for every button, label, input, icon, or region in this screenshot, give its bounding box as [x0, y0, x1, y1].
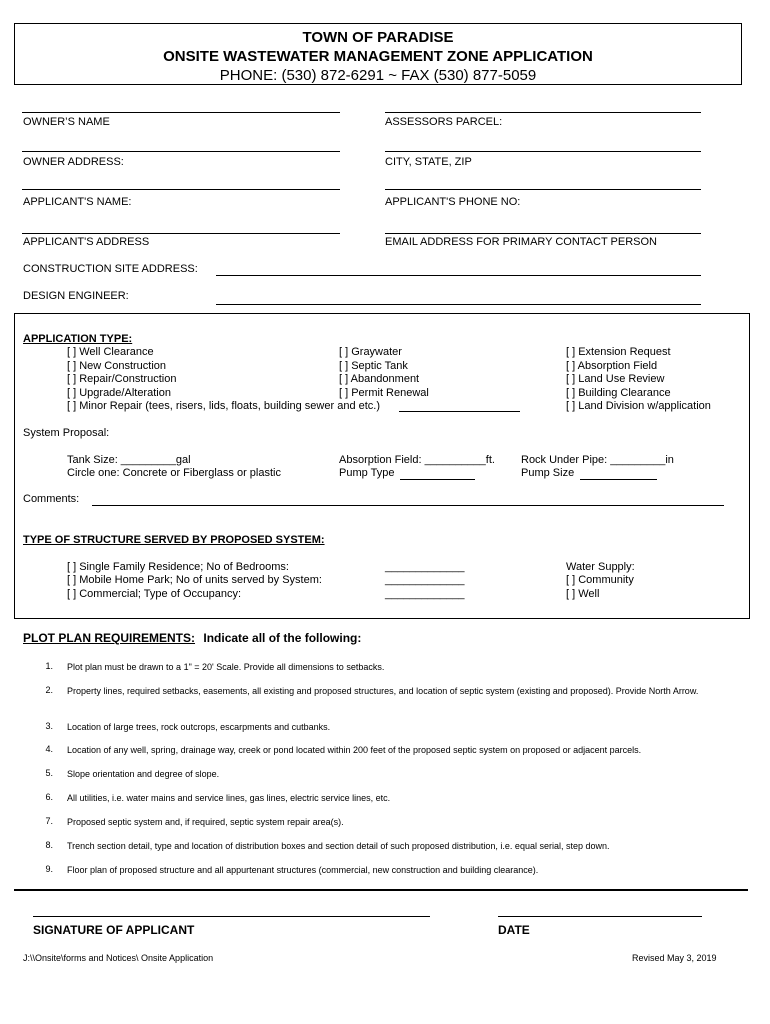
- applicants-address-line[interactable]: [22, 233, 340, 234]
- app-septic-tank[interactable]: [ ] Septic Tank: [339, 360, 408, 372]
- comments-label: Comments:: [23, 493, 80, 505]
- app-land-division[interactable]: [ ] Land Division w/application: [566, 400, 711, 412]
- pump-size-line[interactable]: [580, 479, 657, 480]
- owner-address-line[interactable]: [22, 151, 340, 152]
- tank-material-choice[interactable]: Circle one: Concrete or Fiberglass or plastic: [67, 467, 281, 479]
- app-repair-construction[interactable]: [ ] Repair/Construction: [67, 373, 177, 385]
- item-number: 2.: [45, 685, 53, 695]
- structure-mobile-home[interactable]: [ ] Mobile Home Park; No of units served by System:: [67, 574, 322, 586]
- minor-repair-line[interactable]: [399, 411, 520, 412]
- plot-plan-heading: [23, 631, 361, 645]
- app-abandonment[interactable]: [ ] Abandonment: [339, 373, 420, 385]
- applicants-phone-label: APPLICANT'S PHONE NO:: [385, 196, 521, 208]
- app-new-construction[interactable]: [ ] New Construction: [67, 360, 167, 372]
- application-type-title: APPLICATION TYPE:: [23, 333, 133, 345]
- pump-type-label: Pump Type: [339, 467, 395, 479]
- structure-type-title: TYPE OF STRUCTURE SERVED BY PROPOSED SYSTEM:: [23, 534, 325, 546]
- app-building-clearance[interactable]: [ ] Building Clearance: [566, 387, 671, 399]
- date-line[interactable]: [498, 916, 702, 917]
- rock-under-pipe-field[interactable]: Rock Under Pipe: _________in: [521, 454, 674, 466]
- app-minor-repair[interactable]: [ ] Minor Repair (tees, risers, lids, floats, building sewer and etc.): [67, 400, 381, 412]
- item-number: 9.: [45, 864, 53, 874]
- item-text: Floor plan of proposed structure and all appurtenant structures (commercial, new construction and building clearance).: [67, 865, 539, 875]
- assessors-parcel-label: ASSESSORS PARCEL:: [385, 116, 503, 128]
- water-community[interactable]: [ ] Community: [566, 574, 634, 586]
- applicants-name-line[interactable]: [22, 189, 340, 190]
- section-divider: [14, 889, 748, 891]
- email-label: EMAIL ADDRESS FOR PRIMARY CONTACT PERSON: [385, 236, 657, 248]
- item-text: Proposed septic system and, if required, septic system repair area(s).: [67, 817, 344, 827]
- units-blank[interactable]: _____________: [385, 574, 465, 586]
- system-proposal-label: System Proposal:: [23, 427, 110, 439]
- structure-commercial[interactable]: [ ] Commercial; Type of Occupancy:: [67, 588, 242, 600]
- item-number: 7.: [45, 816, 53, 826]
- app-well-clearance[interactable]: [ ] Well Clearance: [67, 346, 154, 358]
- plot-plan-title: PLOT PLAN REQUIREMENTS:: [23, 631, 196, 645]
- app-extension-request[interactable]: [ ] Extension Request: [566, 346, 671, 358]
- occupancy-blank[interactable]: _____________: [385, 588, 465, 600]
- applicants-address-label: APPLICANT'S ADDRESS: [23, 236, 150, 248]
- owner-address-label: OWNER ADDRESS:: [23, 156, 124, 168]
- design-engineer-line[interactable]: [216, 304, 701, 305]
- item-number: 4.: [45, 744, 53, 754]
- app-permit-renewal[interactable]: [ ] Permit Renewal: [339, 387, 429, 399]
- item-number: 8.: [45, 840, 53, 850]
- bedrooms-blank[interactable]: _____________: [385, 561, 465, 573]
- water-well[interactable]: [ ] Well: [566, 588, 600, 600]
- town-title: TOWN OF PARADISE: [302, 29, 454, 46]
- design-engineer-label: DESIGN ENGINEER:: [23, 290, 129, 302]
- app-graywater[interactable]: [ ] Graywater: [339, 346, 402, 358]
- applicants-name-label: APPLICANT'S NAME:: [23, 196, 132, 208]
- item-text: All utilities, i.e. water mains and service lines, gas lines, electric service lines, etc.: [67, 793, 391, 803]
- item-text: Trench section detail, type and location of distribution boxes and section detail of such proposed distribution, i.e. equal serial, step down.: [67, 841, 610, 851]
- pump-size-label: Pump Size: [521, 467, 575, 479]
- assessors-parcel-line[interactable]: [385, 112, 701, 113]
- app-absorption-field[interactable]: [ ] Absorption Field: [566, 360, 658, 372]
- item-number: 6.: [45, 792, 53, 802]
- file-path: J:\\Onsite\forms and Notices\ Onsite Application: [23, 953, 214, 963]
- email-line[interactable]: [385, 233, 701, 234]
- date-label: DATE: [498, 923, 530, 937]
- form-title: ONSITE WASTEWATER MANAGEMENT ZONE APPLICATION: [163, 48, 593, 65]
- contact-line: PHONE: (530) 872-6291 ~ FAX (530) 877-5059: [219, 67, 537, 84]
- tank-size-field[interactable]: Tank Size: _________gal: [67, 454, 191, 466]
- water-supply-label: Water Supply:: [566, 561, 635, 573]
- item-text: Location of any well, spring, drainage way, creek or pond located within 200 feet of the proposed septic system on proposed or adjacent parcels.: [67, 745, 642, 755]
- city-state-zip-label: CITY, STATE, ZIP: [385, 156, 472, 168]
- signature-line[interactable]: [33, 916, 430, 917]
- item-text: Slope orientation and degree of slope.: [67, 769, 220, 779]
- construction-site-label: CONSTRUCTION SITE ADDRESS:: [23, 263, 198, 275]
- item-text: Property lines, required setbacks, easements, all existing and proposed structures, and location of septic system (existing and proposed). Provide North Arrow.: [67, 686, 699, 696]
- signature-label: SIGNATURE OF APPLICANT: [33, 923, 195, 937]
- app-land-use-review[interactable]: [ ] Land Use Review: [566, 373, 665, 385]
- item-text: Plot plan must be drawn to a 1" = 20' Scale. Provide all dimensions to setbacks.: [67, 662, 385, 672]
- plot-plan-subtitle: Indicate all of the following:: [203, 631, 362, 645]
- comments-line[interactable]: [92, 505, 724, 506]
- construction-site-line[interactable]: [216, 275, 701, 276]
- applicants-phone-line[interactable]: [385, 189, 701, 190]
- pump-type-line[interactable]: [400, 479, 475, 480]
- item-text: Location of large trees, rock outcrops, escarpments and cutbanks.: [67, 722, 331, 732]
- absorption-field-size[interactable]: Absorption Field: __________ft.: [339, 454, 495, 466]
- item-number: 1.: [45, 661, 53, 671]
- revised-date: Revised May 3, 2019: [632, 953, 717, 963]
- city-state-zip-line[interactable]: [385, 151, 701, 152]
- form-header: [14, 23, 742, 85]
- item-number: 3.: [45, 721, 53, 731]
- item-number: 5.: [45, 768, 53, 778]
- owners-name-line[interactable]: [22, 112, 340, 113]
- app-upgrade-alteration[interactable]: [ ] Upgrade/Alteration: [67, 387, 171, 399]
- structure-single-family[interactable]: [ ] Single Family Residence; No of Bedrooms:: [67, 561, 289, 573]
- owners-name-label: OWNER’S NAME: [23, 116, 110, 128]
